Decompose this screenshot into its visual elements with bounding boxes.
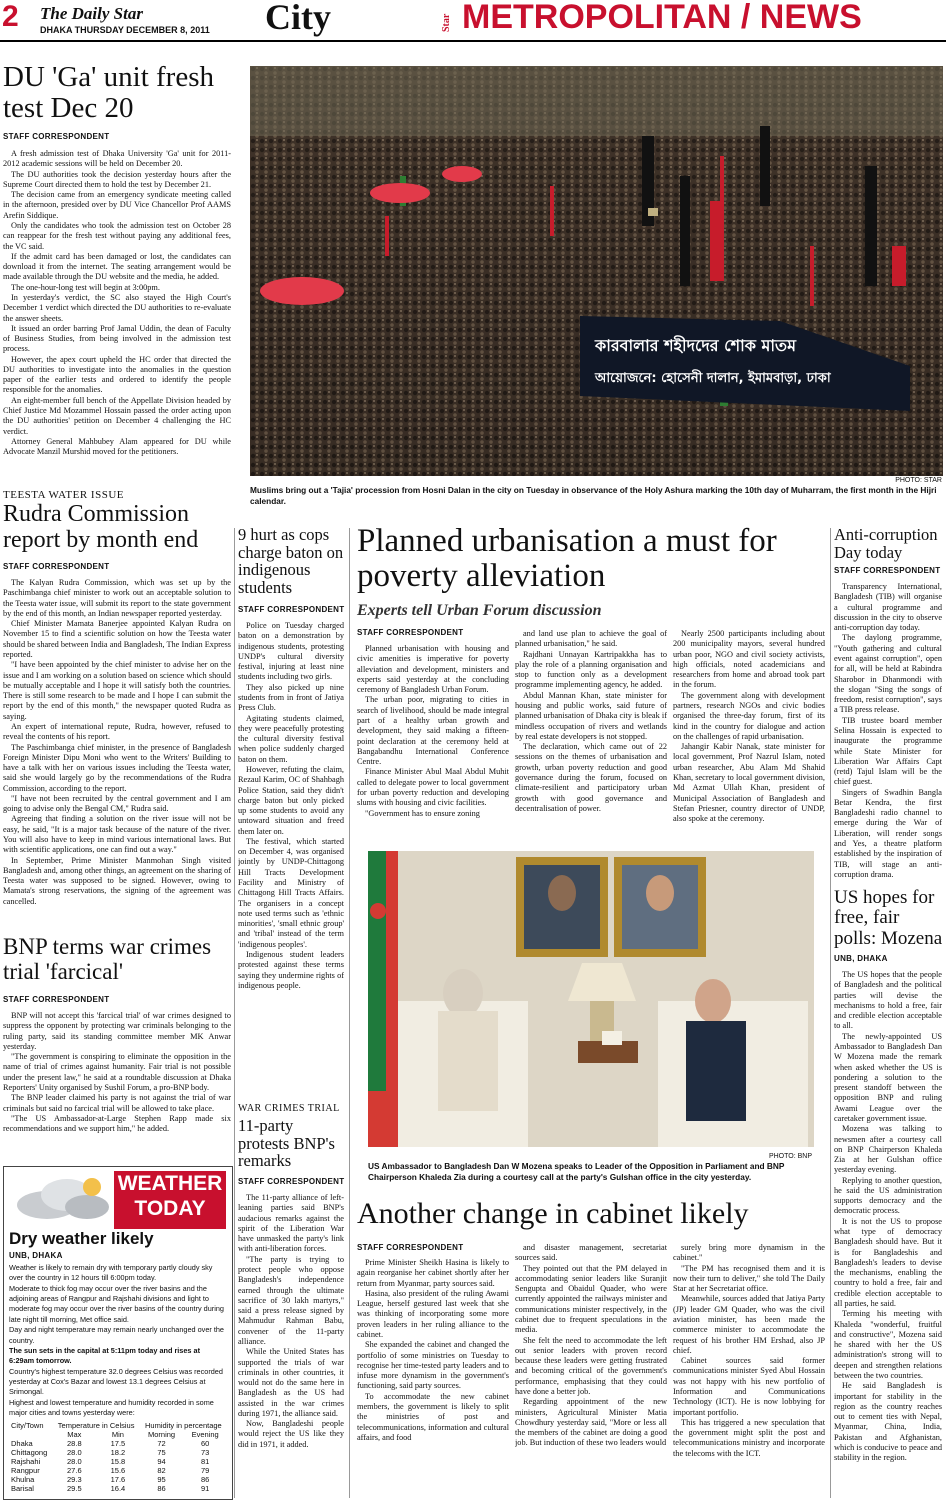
cabinet-headline: Another change in cabinet likely	[357, 1197, 749, 1230]
cabinet-col2-para: and disaster management, secretariat sources said.	[515, 1243, 667, 1263]
rudra-body-para: The Paschimbanga chief minister, in the presence of Bangladesh Foreign Minister Dipu Moni who went to the Writers' Building to have a talk with her on various issues including the Teesta water, said she would largely go by the recommendations of the Rudra Commission, according to the report.	[3, 742, 231, 793]
bnp-body-para: "The government is conspiring to eliminate the opposition in the name of trial of crimes against humanity. Fair trial is not possible under the present law," he said at a roundtable discussion at Dhaka Reporters' Unity organised by Sushil Forum, a pro-BNP body.	[3, 1052, 231, 1092]
weather-cell-evening: 79	[201, 1466, 210, 1475]
weather-cell-min: 18.2	[110, 1448, 126, 1457]
cabinet-col1	[357, 1258, 509, 1498]
weather-cell-max: 27.6	[67, 1466, 82, 1475]
weather-cell-evening: 81	[201, 1457, 210, 1466]
column-divider-2	[349, 528, 350, 1498]
mozena-khaleda-photo	[368, 851, 814, 1147]
weather-sub-max: Max	[67, 1430, 82, 1439]
star-logo: Star	[441, 13, 452, 32]
du-body-para: Only the candidates who took the admission test on October 28 can reappear for the fresh test without paying any additional fees, the VC said.	[3, 220, 231, 251]
ac-body-para: Transparency International, Bangladesh (TIB) will organise a cultural programme and discussion in the city to observe anti-corruption day today.	[834, 582, 942, 633]
urban-col2-para: The declaration, which came out of 22 sessions on the themes of urbanisation and growth, urban poverty reduction and good governance during the forum, focused on climate-resilient and participatory urban growth with good governance and decentralisation of power.	[515, 742, 667, 813]
rudra-body-para: In September, Prime Minister Manmohan Singh visited Bangladesh and, among other things, an agreement on the sharing of Teesta water was supposed to be signed. However, owing to Mamata's strong reservations, the signing of the agreement was cancelled.	[3, 855, 231, 906]
urban-col3-para: Jahangir Kabir Nanak, state minister for local government, Prof Nazrul Islam, noted urban researcher, Abu Alam Md Shahid Khan, secretary to local government division, Md Azmat Ullah Khan, president of Municipal Association of Bangladesh and Stefan Priesner, country director of UNDP, also spoke at the ceremony.	[673, 742, 825, 824]
weather-today-brand	[114, 1171, 226, 1229]
weather-cell-morning: 86	[157, 1484, 166, 1493]
weather-cell-evening: 73	[201, 1448, 210, 1457]
rudra-body-para: "I have not been recruited by the central government and I am going to advise only the Bengal CM," Rudra said.	[3, 793, 231, 814]
du-body-para: The one-hour-long test will begin at 3:00pm.	[11, 282, 160, 292]
mozena-body-para: Replying to another question, he said the US administration supports democracy and the democratic process.	[834, 1175, 942, 1216]
cabinet-col1-para: To accommodate the new cabinet members, the government is likely to split the ministries of post and telecommunications, information and cultural affairs, and food	[357, 1391, 509, 1442]
weather-cell-min: 15.6	[110, 1466, 126, 1475]
weather-table-wrap	[9, 1421, 227, 1493]
cabinet-col3-para: This has triggered a new speculation that the government might split the post and telecommunications ministry and incorporate the telecoms with the ICT.	[673, 1417, 825, 1458]
top-photo-caption: Muslims bring out a 'Tajia' procession from Hosni Dalan in the city on Tuesday in observance of the Holy Ashura marking the 10th day of Muharram, the first month in the Hijri calendar.	[250, 485, 937, 506]
party11-headline: 11-party protests BNP's remarks	[238, 1116, 335, 1171]
weather-cell-evening: 60	[201, 1439, 210, 1448]
rudra-kicker: TEESTA WATER ISSUE	[3, 489, 124, 501]
cops-body-para: However, refuting the claim, Rezaul Karim, OC of Shahbagh Police Station, said they didn't charge baton but only picked up some students to avoid any untoward situation and freed them later on.	[238, 764, 344, 836]
weather-box	[3, 1166, 233, 1500]
party11-body-para: Now, Bangladeshi people would reject the US like they did in 1971, it added.	[238, 1419, 344, 1449]
du-body	[3, 149, 231, 474]
procession-image	[250, 66, 943, 476]
urban-subhead: Experts tell Urban Forum discussion	[357, 602, 602, 619]
weather-brand-line1: WEATHER	[117, 1172, 223, 1195]
cabinet-col2-para: Regarding appointment of the new ministers, Agricultural Minister Matia Chowdhury yesterday said, "More or less all the members of the cabinet are doing a good job. But induction of these two leaders would	[515, 1397, 667, 1448]
anticorruption-body	[834, 582, 942, 884]
bnp-body	[3, 1011, 231, 1161]
weather-cell-city: Rajshahi	[11, 1457, 41, 1466]
party11-body-para: While the United States has supported the trials of war criminals in other countries, it would not do the same here in Bangladesh as the US had assisted in the war crimes during 1971, the alliance said.	[238, 1347, 344, 1418]
ac-body-para: The daylong programme, "Youth gathering and cultural event against corruption", open for all, will be held at Rabindra Sharobor in Dhanmondi with the slogan "Sing the songs of freedom, resist corruption", says a TIB press release.	[834, 633, 942, 715]
urban-col1-para: Planned urbanisation with housing and civic amenities is imperative for poverty alleviation and development, ministers and experts said yesterday at the concluding ceremony of Bangladesh Urban Forum.	[357, 644, 509, 695]
top-photo-credit: PHOTO: STAR	[895, 477, 942, 484]
weather-para: Day and night temperature may remain nearly unchanged over the country.	[9, 1325, 224, 1345]
section-title: METROPOLITAN / NEWS	[462, 0, 862, 36]
city-label: City	[265, 0, 331, 37]
urban-byline: STAFF CORRESPONDENT	[357, 628, 464, 637]
bnp-byline: STAFF CORRESPONDENT	[3, 995, 110, 1004]
cabinet-col3-para: surely bring more dynamism in the cabinet."	[673, 1243, 825, 1263]
mozena-body-para: It is not the US to propose what type of democracy Bangladesh should have. But it is for Bangladeshis and Bangladesh's leaders to devise the mechanisms, enabling the country to hold a free, fair and credible election acceptable to all parties, he said.	[834, 1216, 942, 1308]
weather-row	[9, 1457, 227, 1466]
dateline: DHAKA THURSDAY DECEMBER 8, 2011	[40, 25, 210, 35]
column-divider	[234, 528, 235, 1498]
weather-cell-max: 29.3	[67, 1475, 82, 1484]
weather-sub-min: Min	[111, 1430, 124, 1439]
du-body-para: Attorney General Mahbubey Alam appeared for DU while Advocate Manzil Murshid moved for the petitioners.	[3, 436, 231, 457]
urban-col1-para: Finance Minister Abul Maal Abdul Muhit called to delegate power to local government for urban poverty reduction and developing slums with housing and civic facilities.	[357, 767, 509, 808]
mozena-photo-caption: US Ambassador to Bangladesh Dan W Mozena speaks to Leader of the Opposition in Parliament and BNP Chairperson Khaleda Zia during a courtesy call at the party's Gulshan office in the city yesterday.	[368, 1161, 785, 1182]
cops-body-para: They also picked up nine students from in front of Jatiya Press Club.	[238, 682, 344, 713]
masthead-rule	[0, 40, 946, 42]
party11-body	[238, 1193, 344, 1498]
rudra-headline: Rudra Commission report by month end	[3, 501, 199, 553]
weather-brand-line2: TODAY	[134, 1197, 206, 1221]
cops-body-para: Indigenous student leaders protested against these terms saying they undermine rights of indigenous people.	[238, 950, 344, 990]
urban-col1-para: The urban poor, migrating to cities in search of livelihood, should be made integral part of a healthy urban growth and development, they said making a fifteen-point declaration at the ceremony held at Bangabandhu International Conference Centre.	[357, 695, 509, 767]
weather-row	[9, 1439, 227, 1448]
party11-body-para: The 11-party alliance of left-leaning parties said BNP's audacious remarks against the spirit of the Liberation War have unmasked the party's link with anti-liberation forces.	[238, 1193, 344, 1254]
du-body-para: In yesterday's verdict, the SC also stayed the High Court's December 1 verdict which directed the DU authorities to re-evaluate the answer sheets.	[3, 292, 231, 323]
weather-cell-max: 28.0	[67, 1457, 82, 1466]
cabinet-col3-para: "The PM has recognised them and it is now their turn to deliver," she told The Daily Star at her Secretariat office.	[673, 1263, 825, 1294]
rudra-body-para: "I have been appointed by the chief minister to advise her on the issue and I am working on a solution based on science which should be mutually acceptable and I hope it will satisfy both the countries. There is still some research to be made and I hope I can submit the report by the end of this month," the newspaper quoted Rudra as saying.	[3, 660, 231, 721]
urban-col3	[673, 629, 825, 854]
party11-body-para: "The party is trying to protect people who oppose Bangladesh's independence earned through the ultimate sacrifice of 30 lakh martyrs," said a press release signed by Mahmudur Rahman Babu, convener of the 11-party alliance.	[238, 1254, 344, 1346]
mozena-body-para: The US hopes that the people of Bangladesh and the political parties will devise the mechanisms to hold a free, fair and credible election acceptable to all.	[834, 970, 942, 1031]
weather-cell-city: Khulna	[11, 1475, 35, 1484]
weather-para: Weather is likely to remain dry with temporary partly cloudy sky over the country in 12 hours till 6:00pm today.	[9, 1263, 213, 1283]
urban-col3-para: The government along with development partners, research NGOs and civic bodies organised the three-day forum, first of its kind in the country for dialogue and action on the challenges of rapid urbanisation.	[673, 690, 825, 741]
cabinet-byline: STAFF CORRESPONDENT	[357, 1243, 464, 1252]
weather-cell-morning: 75	[157, 1448, 166, 1457]
cabinet-col2-para: They pointed out that the PM delayed in accommodating senior leaders like Suranjit Sengupta and Obaidul Quader, who were currently appointed the railways minister and communications minister respectively, in the cabinet due to frequent speculations in the media.	[515, 1263, 667, 1335]
banner-text-line1: কারবালার শহীদদের শোক মাতম	[595, 336, 796, 355]
rudra-body-para: Agreeing that finding a solution on the river issue will not be easy, he said, "It is a major task because of the nature of the river. You will also have to keep in mind various international laws. But with scientific applications, one can find out a way."	[3, 814, 231, 855]
rudra-body	[3, 578, 231, 930]
weather-cell-min: 15.8	[110, 1457, 126, 1466]
mozena-body-para: He said Bangladesh is important for stability in the region as the country reaches out to cement ties with Nepal, Myanmar, China, India, Pakistan and Afghanistan, which is conducive to peace and stability in the region.	[834, 1381, 942, 1463]
cops-body-para: The festival, which started on December 4, was organised jointly by UNDP-Chittagong Hill Tracts Development Facility and Ministry of Chittagong Hill Tracts Affairs. The organisers in a concept note used terms such as 'ethnic minorities', 'small ethnic group' and 'tribal' instead of the term 'indigenous peoples'.	[238, 836, 344, 949]
cabinet-col1-para: Prime Minister Sheikh Hasina is likely to again reorganise her cabinet shortly after her return from Myanmar, party sources said.	[357, 1258, 509, 1288]
weather-cell-morning: 72	[157, 1439, 166, 1448]
urban-col2-para: Rajdhani Unnayan Kartripakkha has to play the role of a planning organisation and stop to function only as a development programme implementing agency, he added.	[515, 649, 667, 690]
cops-body-para: Agitating students claimed, they were peacefully protesting the cultural diversity festival when police suddenly charged baton on them.	[238, 713, 344, 764]
weather-col-city: City/Town	[11, 1421, 44, 1430]
cabinet-col2-para: She felt the need to accommodate the left out senior leaders with proven record because these leaders were getting frustrated and becoming critical of the government's performance, emphasising that they could have done a better job.	[515, 1335, 667, 1396]
weather-cell-morning: 95	[157, 1475, 166, 1484]
urban-col2-para: and land use plan to achieve the goal of planned urbanisation," he said.	[515, 629, 667, 649]
cabinet-col3-para: Cabinet sources said former communications minister Syed Abul Hossain was not happy with his new portfolio of Information and Communications Technology (ICT). He is now lobbying for important portfolio.	[673, 1356, 825, 1417]
weather-cell-evening: 91	[201, 1484, 210, 1493]
urban-col2	[515, 629, 667, 854]
cabinet-col2	[515, 1243, 667, 1498]
weather-source: UNB, DHAKA	[9, 1251, 63, 1260]
cops-headline: 9 hurt as cops charge baton on indigenous students	[238, 525, 344, 597]
ac-body-para: Singers of Swadhin Bangla Betar Kendra, the first Bangladeshi radio channel to emerge during the War of Liberation, will render songs and Yes, a theatre platform established by the inspiration of TIB, will stage an anti-corruption drama.	[834, 787, 942, 879]
mozena-body-para: Terming his meeting with Khaleda "wonderful, fruitful and constructive", Mozena said he shared with her the US administration's strong will to deepen and strengthen relations between the two countries.	[834, 1309, 942, 1380]
party11-kicker: WAR CRIMES TRIAL	[238, 1103, 340, 1114]
banner-text-line2: আয়োজনে: হোসেনী দালান, ইমামবাড়া, ঢাকা	[595, 371, 831, 386]
weather-cell-city: Barisal	[11, 1484, 34, 1493]
du-byline: STAFF CORRESPONDENT	[3, 132, 110, 141]
weather-para: Moderate to thick fog may occur over the river basins and the adjoining areas of Rangpur and Rajshahi divisions and light to moderate fog may occur over the river basins of the country during late night till morning, Met office said.	[9, 1283, 224, 1324]
ac-body-para: TIB trustee board member Selina Hossain is expected to inaugurate the programme while State Minister for Liberation War Affairs Capt (retd) Tajul Islam will be the chief guest.	[834, 715, 942, 787]
paper-name: The Daily Star	[40, 4, 143, 23]
weather-cell-max: 29.5	[67, 1484, 82, 1493]
weather-cell-city: Rangpur	[11, 1466, 40, 1475]
bnp-headline: BNP terms war crimes trial 'farcical'	[3, 934, 212, 984]
urban-col2-para: Abdul Mannan Khan, state minister for housing and public works, said future of planned urbanisation of Dhaka city is bleak if mindless occupation of rivers and wetlands by real estate developers is not stopped.	[515, 690, 667, 741]
urban-headline: Planned urbanisation a must for poverty alleviation	[357, 523, 777, 595]
cabinet-col3	[673, 1243, 825, 1498]
weather-cell-city: Chittagong	[11, 1448, 48, 1457]
mozena-byline: UNB, DHAKA	[834, 954, 888, 963]
weather-cell-min: 17.5	[110, 1439, 126, 1448]
weather-sub-morning: Morning	[147, 1430, 176, 1439]
bnp-body-para: "The US Ambassador-at-Large Stephen Rapp made six recommendations and we support him," he added.	[3, 1113, 231, 1134]
weather-cell-max: 28.8	[67, 1439, 82, 1448]
weather-cell-max: 28.0	[67, 1448, 82, 1457]
du-body-para: It issued an order barring Prof Jamal Uddin, the dean of Faculty of Business Studies, from being involved in the admission test process.	[3, 323, 231, 354]
du-body-para: The decision came from an emergency syndicate meeting called in the afternoon, presided over by DU Vice Chancellor Prof AAMS Arefin Siddique.	[3, 190, 231, 220]
mozena-headline: US hopes for free, fair polls: Mozena	[834, 887, 943, 949]
du-body-para: An eight-member full bench of the Appellate Division headed by Chief Justice Md Mozammel Hossain passed the order acting upon the DU authorities' petition on December 4 challenging the HC verdict.	[3, 395, 231, 436]
du-body-para: The DU authorities took the decision yesterday hours after the Supreme Court directed them to hold the test by December 21.	[3, 169, 231, 189]
mozena-photo-credit: PHOTO: BNP	[768, 1153, 812, 1160]
cabinet-col3-para: Meanwhile, sources added that Jatiya Party (JP) leader GM Quader, who was the civil aviation minister, has been made the commerce minister to accommodate the request of his brother HM Ershad, also JP chief.	[673, 1294, 825, 1355]
weather-cell-morning: 94	[157, 1457, 166, 1466]
urban-col1	[357, 644, 509, 854]
weather-cell-min: 17.6	[110, 1475, 126, 1484]
du-body-para: If the admit card has been damaged or lost, the candidates can download it from the internet. The seating arrangement would be made available through the DU website and the media, he added.	[3, 251, 231, 282]
meeting-image	[368, 851, 814, 1147]
party11-byline: STAFF CORRESPONDENT	[238, 1177, 345, 1186]
cops-byline: STAFF CORRESPONDENT	[238, 605, 345, 614]
du-body-para: However, the apex court upheld the HC order that directed the DU authorities to investigate into the anomalies in the question paper of the earlier tests and ordered to identify the people responsible for the anomalies.	[3, 354, 231, 395]
du-body-para: A fresh admission test of Dhaka University 'Ga' unit for 2011-2012 academic sessions will be held on December 20.	[3, 149, 231, 169]
anticorruption-headline: Anti-corruption Day today	[834, 525, 938, 562]
rudra-body-para: An expert of international repute, Rudra, however, refused to reveal the contents of his report.	[3, 721, 231, 742]
weather-row	[9, 1484, 227, 1493]
bnp-body-para: The BNP leader claimed his party is not against the trial of war criminals but said no farcical trial will be allowed to take place.	[3, 1093, 231, 1113]
cabinet-col1-para: She expanded the cabinet and changed the portfolio of some ministries on Tuesday to recognise her time-tested party leaders and to infuse more dynamism in the government's functioning, said party sources.	[357, 1340, 509, 1391]
cops-body	[238, 621, 344, 1097]
weather-row	[9, 1475, 227, 1484]
weather-headline: Dry weather likely	[9, 1229, 154, 1248]
rudra-body-para: The Kalyan Rudra Commission, which was set up by the Paschimbanga chief minister to work out an acceptable solution to the Teesta water issue, will submit its report to the state government by the end of this month, an Indian newspaper reported yesterday.	[3, 578, 231, 618]
column-divider-3	[830, 528, 831, 1498]
weather-sun-times: The sun sets in the capital at 5:11pm today and rises at 6:29am tomorrow.	[9, 1345, 200, 1366]
cops-body-para: Police on Tuesday charged baton on a demonstration by indigenous students, protesting UNDP's cultural diversity festival, injuring at least nine students including two girls.	[238, 621, 344, 682]
weather-row	[9, 1448, 227, 1457]
ashura-procession-photo	[250, 66, 943, 476]
du-headline: DU 'Ga' unit fresh test Dec 20	[3, 61, 214, 125]
bnp-body-para: BNP will not accept this 'farcical trial' of war crimes designed to suppress the opponent by protecting war criminals belonging to the ruling party, said its standing committee member MK Anwar yesterday.	[3, 1011, 231, 1051]
weather-table	[9, 1421, 227, 1493]
weather-cell-city: Dhaka	[11, 1439, 33, 1448]
weather-para: Country's highest temperature 32.0 degrees Celsius was recorded yesterday at Cox's Bazar and lowest 13.1 degrees Celsius at Srimongal.	[9, 1366, 223, 1397]
cabinet-col1-para: Hasina, also president of the ruling Awami League, herself gestured last week that she was thinking of incorporating some more proven leaders in her ruling alliance to the cabinet.	[357, 1288, 509, 1339]
weather-col-temp: Temperature in Celsius	[57, 1421, 135, 1430]
rudra-body-para: Chief Minister Mamata Banerjee appointed Kalyan Rudra on November 15 to find a scientific solution on how the Teesta water should be shared between India and Bangladesh, The Indian Express reported.	[3, 619, 231, 659]
anticorruption-byline: STAFF CORRESPONDENT	[834, 566, 941, 575]
page-number: 2	[2, 0, 19, 33]
weather-para: Highest and lowest temperature and humidity recorded in some major cities and towns yesterday were:	[9, 1397, 214, 1418]
rudra-byline: STAFF CORRESPONDENT	[3, 562, 110, 571]
weather-col-humidity: Humidity in percentage	[145, 1421, 222, 1430]
weather-cell-evening: 86	[201, 1475, 210, 1484]
mozena-body-para: The newly-appointed US Ambassador to Bangladesh Dan W Mozena made the remark when asked whether the US is pondering a solution to the present standoff between the opposition BNP and ruling Awami League over the caretaker government issue.	[834, 1031, 942, 1123]
weather-cell-morning: 82	[157, 1466, 166, 1475]
mozena-body-para: Mozena was talking to newsmen after a courtesy call on BNP Chairperson Khaleda Zia at her Gulshan office yesterday evening.	[834, 1124, 942, 1175]
urban-col3-para: Nearly 2500 participants including about 200 municipality mayors, several hundred urban poor, NGO and civil society activists, high officials, noted academicians and researchers from home and abroad took part in the forum.	[673, 629, 825, 690]
weather-row	[9, 1466, 227, 1475]
cloud-icon	[12, 1173, 112, 1225]
mozena-body	[834, 970, 942, 1498]
urban-col1-para: "Government has to ensure zoning	[365, 808, 480, 818]
weather-cell-min: 16.4	[110, 1484, 126, 1493]
weather-body	[9, 1263, 227, 1418]
weather-sub-evening: Evening	[191, 1430, 219, 1439]
